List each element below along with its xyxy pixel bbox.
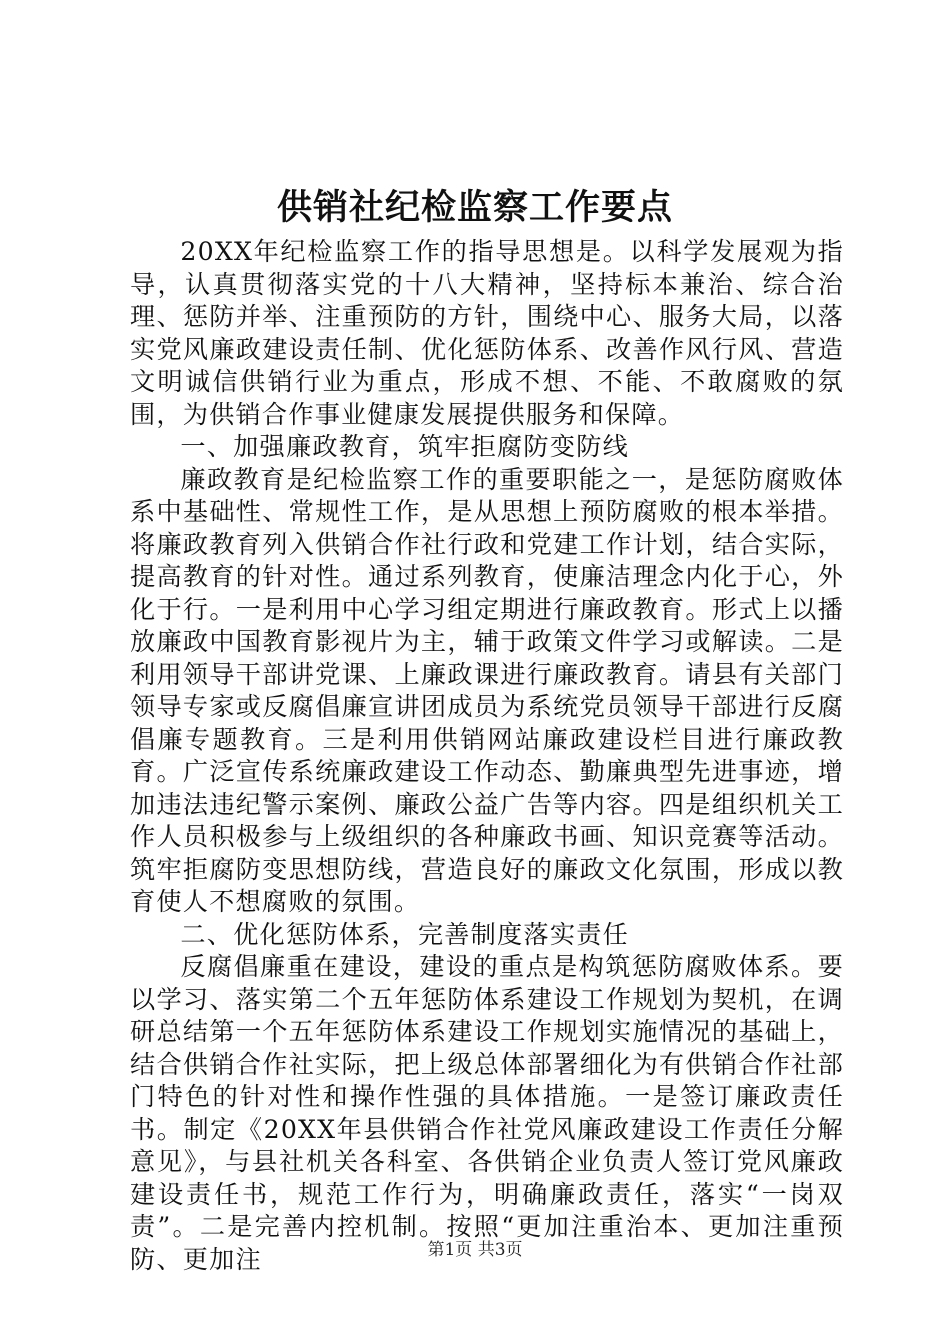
intro-paragraph: 20XX年纪检监察工作的指导思想是。以科学发展观为指导，认真贯彻落实党的十八大精神，坚持标本兼治、综合治理、惩防并举、注重预防的方针，围绕中心、服务大局，以落实党风廉政建设责任制、优化惩防体系、改善作风行风、营造文明诚信供销行业为重点，形成不想、不能、不敢腐败的氛围，为供销合作事业健康发展提供服务和保障。: [130, 237, 844, 429]
section-1-paragraph: 廉政教育是纪检监察工作的重要职能之一，是惩防腐败体系中基础性、常规性工作，是从思想上预防腐败的根本举措。将廉政教育列入供销合作社行政和党建工作计划，结合实际，提高教育的针对性。通过系列教育，使廉洁理念内化于心，外化于行。一是利用中心学习组定期进行廉政教育。形式上以播放廉政中国教育影视片为主，辅于政策文件学习或解读。二是利用领导干部讲党课、上廉政课进行廉政教育。请县有关部门领导专家或反腐倡廉宣讲团成员为系统党员领导干部进行反腐倡廉专题教育。三是利用供销网站廉政建设栏目进行廉政教育。广泛宣传系统廉政建设工作动态、勤廉典型先进事迹，增加违法违纪警示案例、廉政公益广告等内容。四是组织机关工作人员积极参与上级组织的各种廉政书画、知识竞赛等活动。筑牢拒腐防变思想防线，营造良好的廉政文化氛围，形成以教育使人不想腐败的氛围。: [130, 464, 844, 916]
document-title: 供销社纪检监察工作要点: [276, 187, 673, 228]
section-heading-2: 二、优化惩防体系，完善制度落实责任: [180, 919, 629, 949]
section-heading-1: 一、加强廉政教育，筑牢拒腐防变防线: [180, 432, 629, 461]
page-footer: 第1页 共3页: [427, 1240, 523, 1260]
document-body: [130, 236, 844, 1276]
section-2-paragraph: 反腐倡廉重在建设，建设的重点是构筑惩防腐败体系。要以学习、落实第二个五年惩防体系建设工作规划为契机，在调研总结第一个五年惩防体系建设工作规划实施情况的基础上，结合供销合作社实际，把上级总体部署细化为有供销合作社部门特色的针对性和操作性强的具体措施。一是签订廉政责任书。制定《20XX年县供销合作社党风廉政建设工作责任分解意见》，与县社机关各科室、各供销企业负责人签订党风廉政建设责任书，规范工作行为，明确廉政责任，落实“一岗双责”。二是完善内控机制。按照“更加注重治本、更加注重预防、更加注: [130, 952, 844, 1274]
